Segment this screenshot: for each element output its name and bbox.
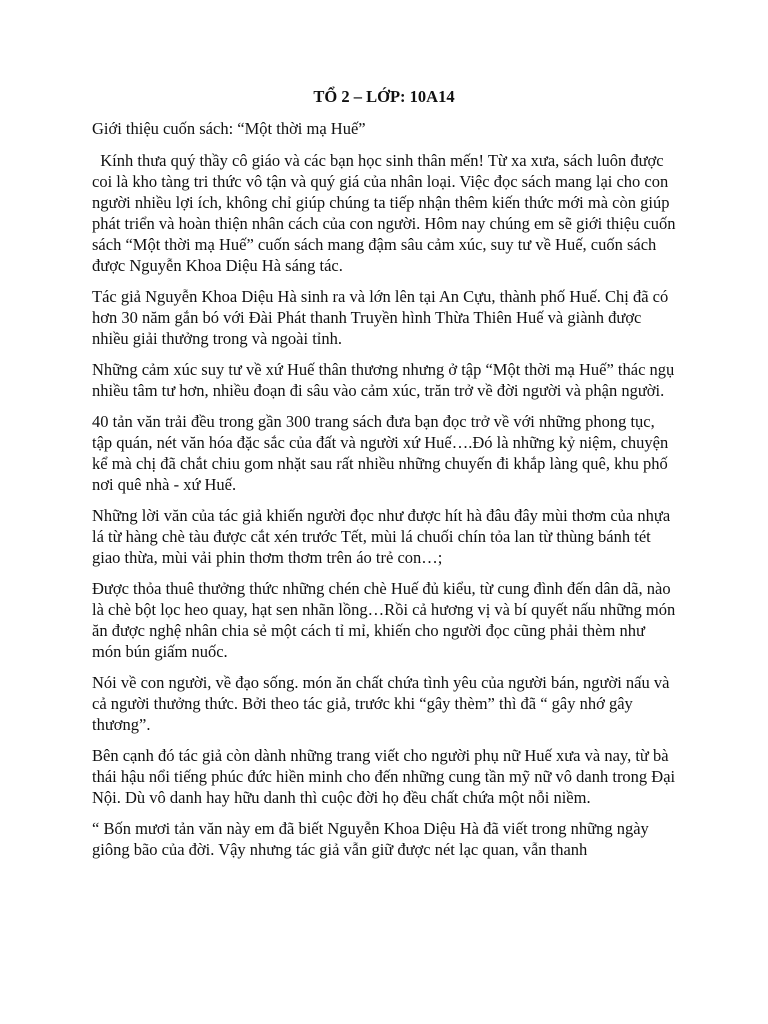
- paragraph-people: Nói về con người, về đạo sống. món ăn chất chứa tình yêu của người bán, người nấu và cả người thưởng thức. Bởi theo tác giả, trước khi “gây thèm” thì đã “ gây nhớ gây thương”.: [92, 673, 670, 734]
- paragraph-quote: “ Bốn mươi tản văn này em đã biết Nguyễn Khoa Diệu Hà đã viết trong những ngày giông bão của đời. Vậy nhưng tác giả vẫn giữ được nét lạc quan, vẫn thanh: [92, 819, 649, 859]
- paragraph-emotions: Những cảm xúc suy tư về xứ Huế thân thương nhưng ở tập “Một thời mạ Huế” thác ngụ nhiều tâm tư hơn, nhiều đoạn đi sâu vào cảm xúc, trăn trở về đời người và phận người.: [92, 360, 675, 400]
- paragraph-food: Được thỏa thuê thưởng thức những chén chè Huế đủ kiểu, từ cung đình đến dân dã, nào là chè bột lọc heo quay, hạt sen nhãn lồng…Rồi cả hương vị và bí quyết nấu những món ăn được nghệ nhân chia sẻ một cách tỉ mỉ, khiến cho người đọc cũng phải thèm như món bún giấm nuốc.: [92, 579, 676, 661]
- paragraph-essays: 40 tản văn trải đều trong gần 300 trang sách đưa bạn đọc trở về với những phong tục, tập quán, nét văn hóa đặc sắc của đất và người xứ Huế….Đó là những kỷ niệm, chuyện kể mà chị đã chắt chiu gom nhặt sau rất nhiều những chuyến đi khắp làng quê, khu phố nơi quê nhà - xứ Huế.: [92, 412, 669, 494]
- paragraph-scents: Những lời văn của tác giả khiến người đọc như được hít hà đâu đây mùi thơm của nhựa lá từ hàng chè tàu được cắt xén trước Tết, mùi lá chuối chín tỏa lan từ thùng bánh tét giao thừa, mùi vải phin thơm thơm trên áo trẻ con…;: [92, 506, 671, 567]
- paragraph-author: Tác giả Nguyễn Khoa Diệu Hà sinh ra và lớn lên tại An Cựu, thành phố Huế. Chị đã có hơn 30 năm gắn bó với Đài Phát thanh Truyền hình Thừa Thiên Huế và giành được nhiều giải thưởng trong và ngoài tỉnh.: [92, 287, 669, 348]
- document-page: [92, 86, 680, 870]
- paragraph-opening: Kính thưa quý thầy cô giáo và các bạn học sinh thân mến! Từ xa xưa, sách luôn được coi là kho tàng tri thức vô tận và quý giá của nhân loại. Việc đọc sách mang lại cho con người nhiều lợi ích, không chỉ giúp chúng ta tiếp nhận thêm kiến thức mới mà còn giúp phát triển và hoàn thiện nhân cách của con người. Hôm nay chúng em sẽ giới thiệu cuốn sách “Một thời mạ Huế” cuốn sách mang đậm sâu cảm xúc, suy tư về Huế, cuốn sách được Nguyễn Khoa Diệu Hà sáng tác.: [92, 151, 680, 275]
- paragraph-women: Bên cạnh đó tác giả còn dành những trang viết cho người phụ nữ Huế xưa và nay, từ bà thái hậu nổi tiếng phúc đức hiền minh cho đến những cung tần mỹ nữ vô danh trong Đại Nội. Dù vô danh hay hữu danh thì cuộc đời họ đều chất chứa một nỗi niềm.: [92, 746, 676, 807]
- book-introduction-heading: Giới thiệu cuốn sách: “Một thời mạ Huế”: [92, 119, 366, 138]
- document-title: TỔ 2 – LỚP: 10A14: [313, 87, 455, 106]
